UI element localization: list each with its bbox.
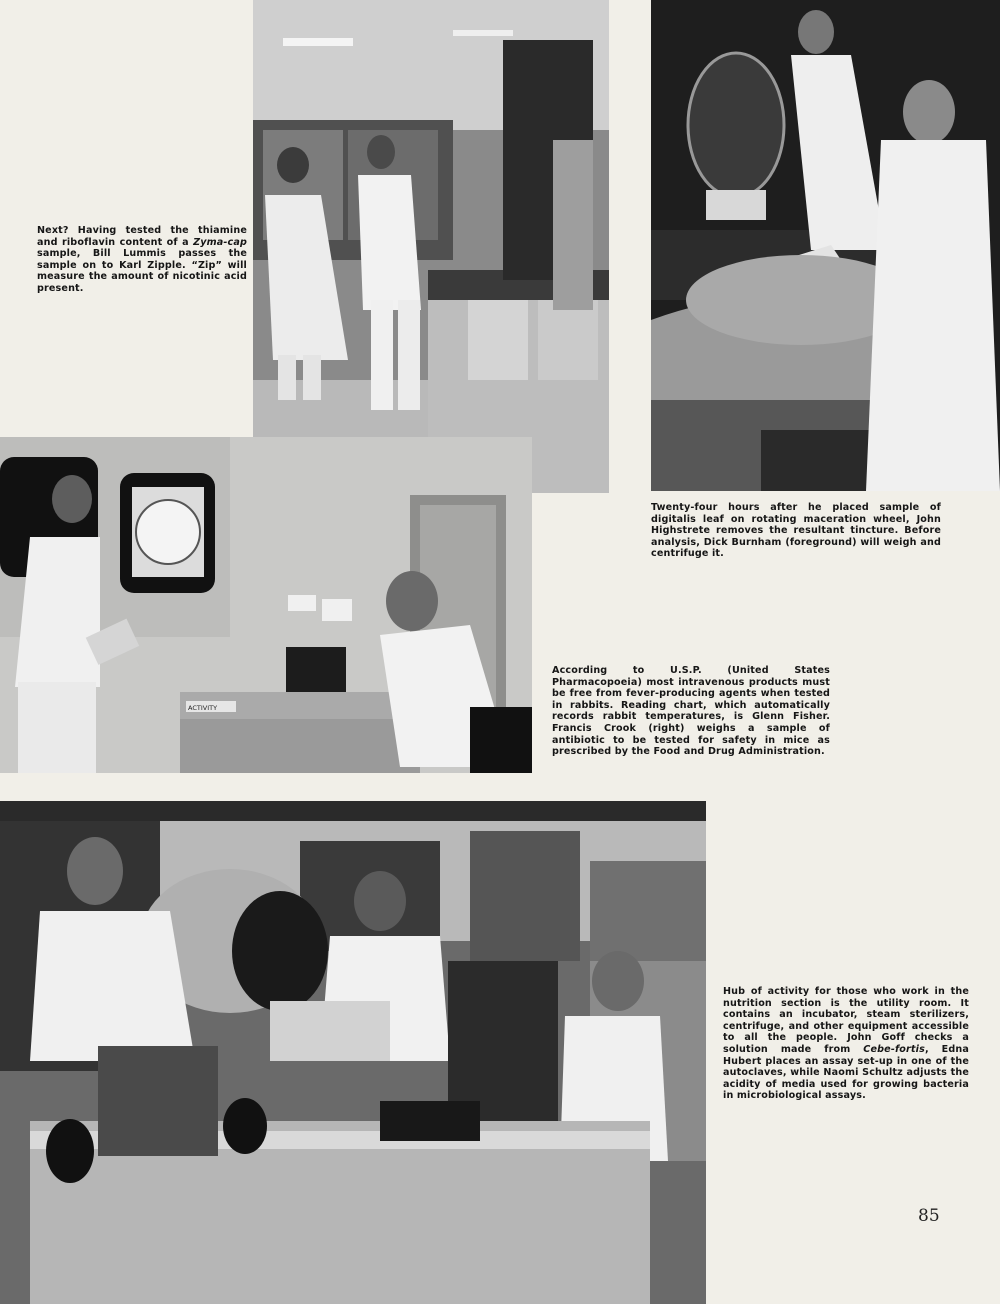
caption-digitalis: Twenty-four hours after he placed sample of digitalis leaf on rotating maceration wheel, John Highstrete removes the resultant tincture. Before analysis, Dick Burnham (foreground) will weigh and centrifuge it. <box>651 502 941 560</box>
caption-nicotinic-part1: Next? Having tested the thiamine and riboflavin content of a <box>37 225 247 248</box>
photo-temperature-chart-art <box>0 437 532 773</box>
caption-utility-product: Cebe-fortis <box>863 1043 925 1055</box>
photo-lab-bench <box>253 0 609 493</box>
photo-utility-room-art <box>0 801 706 1304</box>
caption-nicotinic <box>37 225 247 295</box>
caption-nicotinic-product: Zyma-cap <box>193 236 247 248</box>
photo-utility-room <box>0 801 706 1304</box>
caption-utility <box>723 986 969 1102</box>
page-number: 85 <box>918 1206 940 1226</box>
photo-maceration-wheel <box>651 0 1000 491</box>
photo-temperature-chart <box>0 437 532 773</box>
caption-utility-part3: , Edna Hubert places an assay set-up in one of the autoclaves, while Naomi Schultz adjusts the acidity of media used for growing bacteria in microbiological assays. <box>723 1043 969 1102</box>
caption-usp: According to U.S.P. (United States Pharmacopoeia) most intravenous products must be free from fever-producing agents when tested in rabbits. Reading chart, which automatically records rabbit temperatures, is Glenn Fisher. Francis Crook (right) weighs a sample of antibiotic to be tested for safety in mice as prescribed by the Food and Drug Administration. <box>552 665 830 758</box>
desk-sign-text: ACTIVITY <box>188 704 218 712</box>
photo-lab-bench-art <box>253 0 609 493</box>
caption-nicotinic-part3: sample, Bill Lummis passes the sample on to Karl Zipple. “Zip” will measure the amount of nicotinic acid present. <box>37 248 247 294</box>
photo-maceration-wheel-art <box>651 0 1000 491</box>
caption-utility-part1: Hub of activity for those who work in the nutrition section is the utility room. It contains an incubator, steam sterilizers, centrifuge, and other equipment accessible to all the people. John Goff checks a solution made from <box>723 986 969 1055</box>
